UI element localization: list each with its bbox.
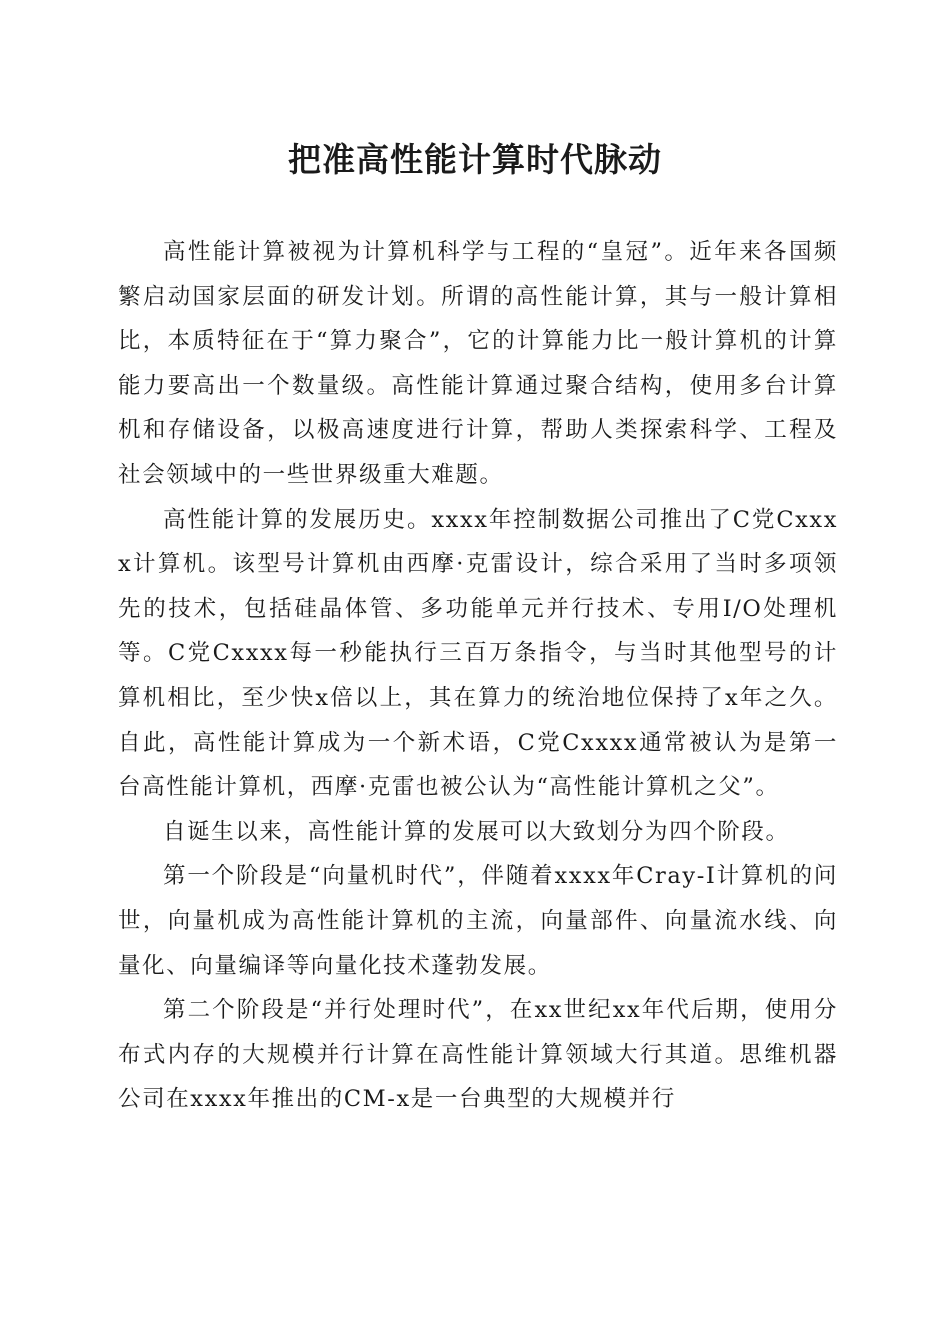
paragraph-intro: 高性能计算被视为计算机科学与工程的“皇冠”。近年来各国频繁启动国家层面的研发计划。所谓的高性能计算，其与一般计算相比，本质特征在于“算力聚合”，它的计算能力比一般计算机的计算能力要高出一个数量级。高性能计算通过聚合结构，使用多台计算机和存储设备，以极高速度进行计算，帮助人类探索科学、工程及社会领域中的一些世界级重大难题。 xyxy=(118,239,838,488)
document-body xyxy=(118,230,838,1122)
paragraph-stage-one: 第一个阶段是“向量机时代”，伴随着xxxx年Cray-I计算机的问世，向量机成为高性能计算机的主流，向量部件、向量流水线、向量化、向量编译等向量化技术蓬勃发展。 xyxy=(118,863,838,979)
paragraph-four-stages: 自诞生以来，高性能计算的发展可以大致划分为四个阶段。 xyxy=(163,818,790,845)
document-title: 把准高性能计算时代脉动 xyxy=(288,140,662,179)
paragraph-stage-two: 第二个阶段是“并行处理时代”，在xx世纪xx年代后期，使用分布式内存的大规模并行计算在高性能计算领域大行其道。思维机器公司在xxxx年推出的CM-x是一台典型的大规模并行 xyxy=(118,997,838,1113)
paragraph-history: 高性能计算的发展历史。xxxx年控制数据公司推出了C党Cxxxx计算机。该型号计算机由西摩·克雷设计，综合采用了当时多项领先的技术，包括硅晶体管、多功能单元并行技术、专用I/O处理机等。C党Cxxxx每一秒能执行三百万条指令，与当时其他型号的计算机相比，至少快x倍以上，其在算力的统治地位保持了x年之久。自此，高性能计算成为一个新术语，C党Cxxxx通常被认为是第一台高性能计算机，西摩·克雷也被公认为“高性能计算机之父”。 xyxy=(118,506,838,801)
